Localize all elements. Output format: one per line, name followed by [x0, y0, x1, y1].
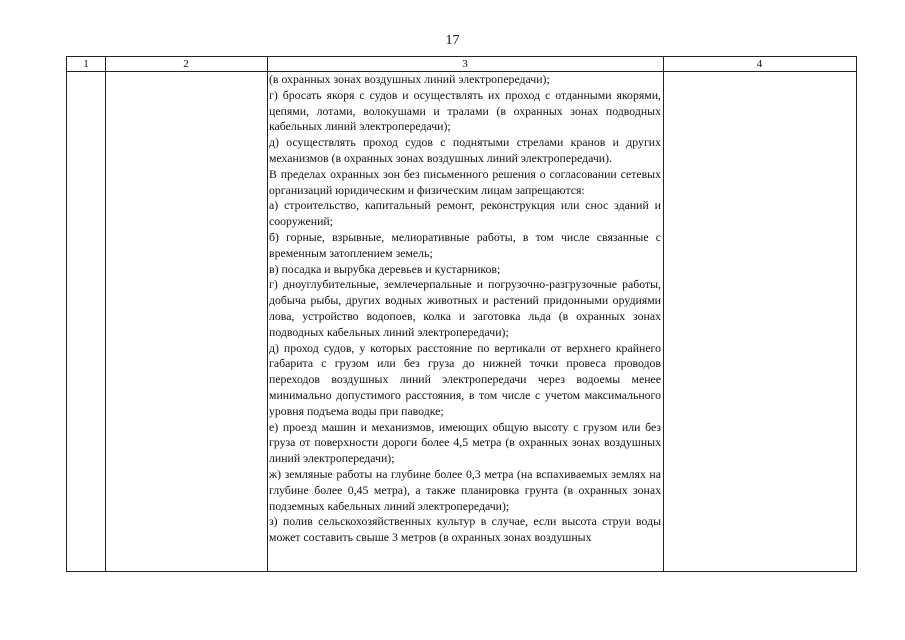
column-divider	[105, 57, 106, 571]
column-divider	[663, 57, 664, 571]
paragraph: г) дноуглубительные, землечерпальные и погрузочно-разгрузочные работы, добыча рыбы, других водных животных и растений придонными орудиями лова, устройство водопоев, колка и заготовка льда (в охранных зонах подводных кабельных линий электропередачи);	[269, 277, 661, 339]
paragraph: д) осуществлять проход судов с поднятыми стрелами кранов и других механизмов (в охранных зонах воздушных линий электропередачи).	[269, 135, 661, 165]
header-col-4: 4	[756, 58, 763, 70]
header-col-2: 2	[183, 58, 189, 70]
paragraph: В пределах охранных зон без письменного решения о согласовании сетевых организаций юридическим и физическим лицам запрещаются:	[269, 166, 661, 197]
paragraph: е) проезд машин и механизмов, имеющих общую высоту с грузом или без груза от поверхности дороги более 4,5 метра (в охранных зонах воздушных линий электропередачи);	[269, 419, 661, 466]
table-header-row	[67, 57, 856, 72]
regulation-table	[66, 56, 857, 572]
header-col-1: 1	[83, 58, 89, 70]
column-3-content	[269, 72, 661, 546]
paragraph: д) проход судов, у которых расстояние по вертикали от верхнего крайнего габарита с грузом или без груза до нижней точки провеса проводов переходов воздушных линий электропередачи через водоемы менее минимально допустимого расстояния, в том числе с учетом максимального уровня подъема воды при паводке;	[269, 340, 661, 418]
page-number: 17	[445, 33, 460, 48]
column-divider	[267, 57, 268, 571]
paragraph: ж) земляные работы на глубине более 0,3 метра (на вспахиваемых землях на глубине более 0,45 метра), а также планировка грунта (в охранных зонах подземных кабельных линий электропередачи);	[269, 466, 661, 513]
paragraph: б) горные, взрывные, мелиоративные работы, в том числе связанные с временным затоплением земель;	[269, 229, 661, 260]
paragraph: з) полив сельскохозяйственных культур в случае, если высота струи воды может составить свыше 3 метров (в охранных зонах воздушных	[269, 514, 661, 545]
paragraph: (в охранных зонах воздушных линий электропередачи);	[269, 72, 550, 86]
paragraph: в) посадка и вырубка деревьев и кустарников;	[269, 261, 501, 276]
paragraph: а) строительство, капитальный ремонт, реконструкция или снос зданий и сооружений;	[269, 198, 661, 229]
header-col-3: 3	[462, 58, 468, 70]
paragraph: г) бросать якоря с судов и осуществлять их проход с отданными якорями, цепями, лотами, волокушами и тралами (в охранных зонах подводных кабельных линий электропередачи);	[269, 87, 661, 134]
